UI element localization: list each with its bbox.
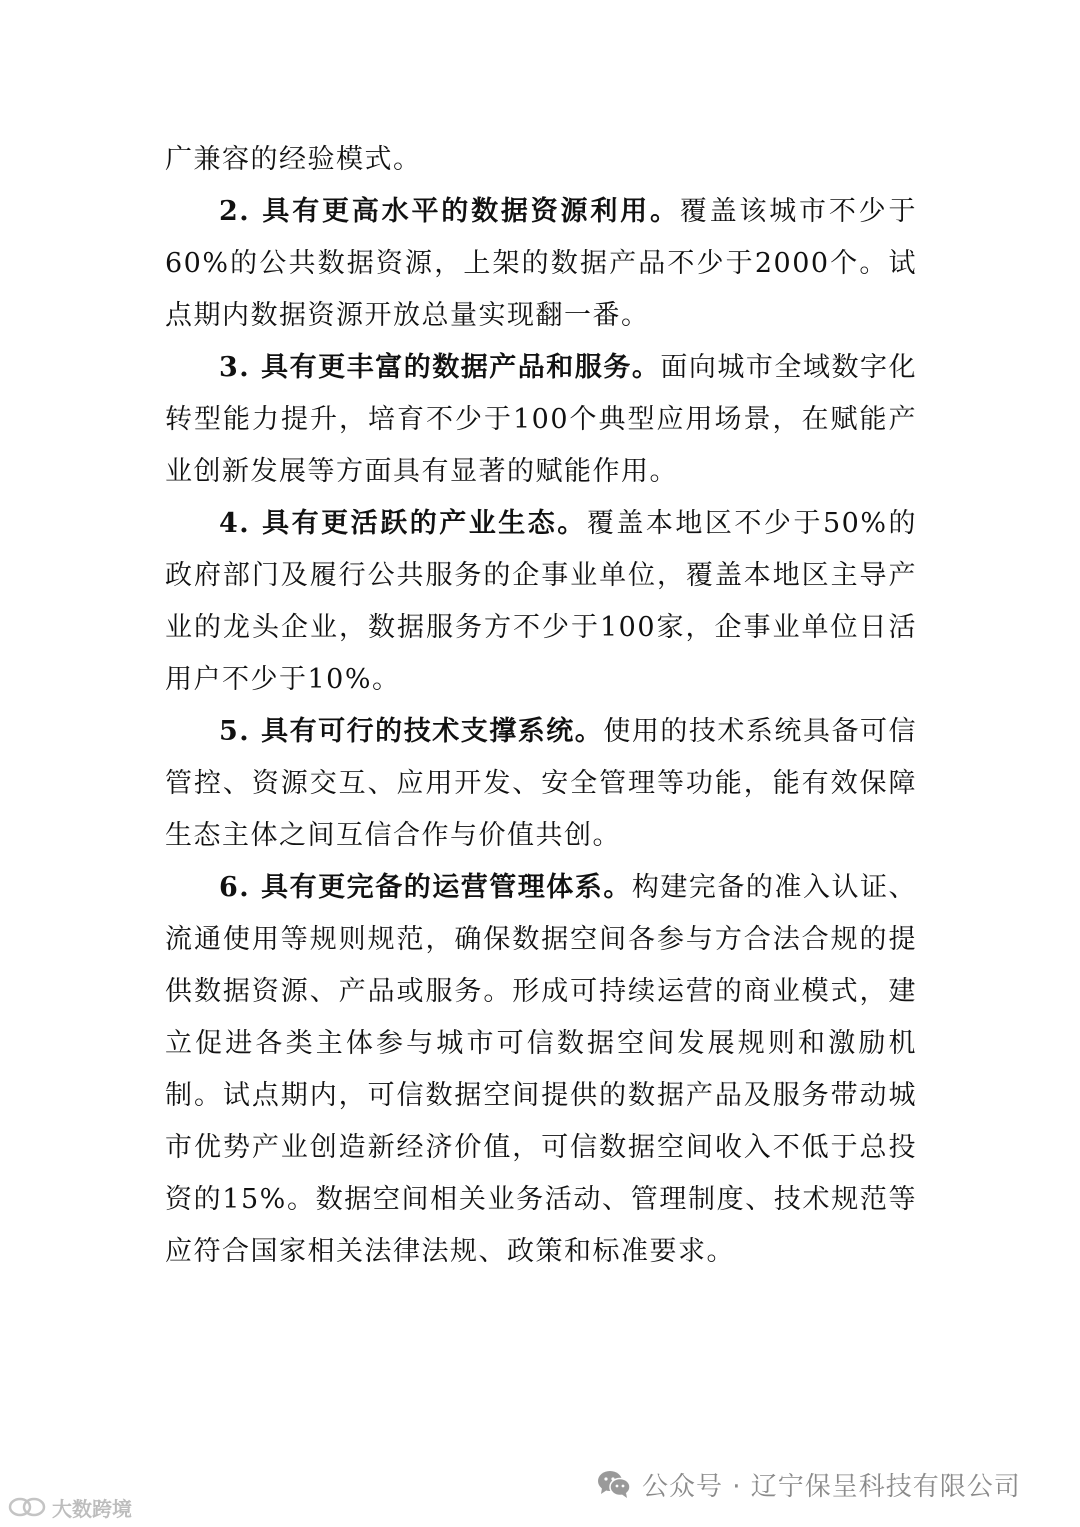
paragraph-4 — [165, 498, 917, 706]
paragraph-5-heading: 5. 具有可行的技术支撑系统。 — [219, 716, 604, 747]
corner-watermark — [8, 1492, 132, 1522]
footer-watermark — [596, 1462, 1021, 1506]
paragraph-5 — [165, 706, 917, 862]
footer-watermark-text: 公众号 · 辽宁保呈科技有限公司 — [642, 1471, 1021, 1502]
chain-link-icon — [8, 1495, 48, 1519]
paragraph-2-heading: 2. 具有更高水平的数据资源利用。 — [219, 196, 680, 227]
paragraph-4-text: 覆盖本地区不少于50%的政府部门及履行公共服务的企事业单位，覆盖本地区主导产业的龙头企业，数据服务方不少于100家，企事业单位日活用户不少于10%。 — [165, 508, 917, 695]
corner-watermark-text: 大数跨境 — [52, 1496, 132, 1521]
wechat-icon — [596, 1469, 632, 1499]
paragraph-6-heading: 6. 具有更完备的运营管理体系。 — [219, 872, 632, 903]
paragraph-2 — [165, 186, 917, 342]
paragraph-3-text: 面向城市全域数字化转型能力提升，培育不少于100个典型应用场景，在赋能产业创新发展等方面具有显著的赋能作用。 — [165, 352, 918, 487]
paragraph-1 — [165, 134, 917, 186]
paragraph-6 — [165, 862, 917, 1278]
paragraph-3 — [165, 342, 917, 498]
paragraph-6-text: 构建完备的准入认证、流通使用等规则规范，确保数据空间各参与方合法合规的提供数据资源、产品或服务。形成可持续运营的商业模式，建立促进各类主体参与城市可信数据空间发展规则和激励机制。试点期内，可信数据空间提供的数据产品及服务带动城市优势产业创造新经济价值，可信数据空间收入不低于总投资的15%。数据空间相关业务活动、管理制度、技术规范等应符合国家相关法律法规、政策和标准要求。 — [165, 872, 918, 1267]
paragraph-2-text: 覆盖该城市不少于60%的公共数据资源，上架的数据产品不少于2000个。试点期内数据资源开放总量实现翻一番。 — [165, 196, 917, 331]
document-body — [165, 134, 917, 1278]
paragraph-1-text: 广兼容的经验模式。 — [165, 144, 422, 175]
paragraph-3-heading: 3. 具有更丰富的数据产品和服务。 — [219, 352, 661, 383]
paragraph-5-text: 使用的技术系统具备可信管控、资源交互、应用开发、安全管理等功能，能有效保障生态主体之间互信合作与价值共创。 — [165, 716, 918, 851]
paragraph-4-heading: 4. 具有更活跃的产业生态。 — [219, 508, 587, 539]
